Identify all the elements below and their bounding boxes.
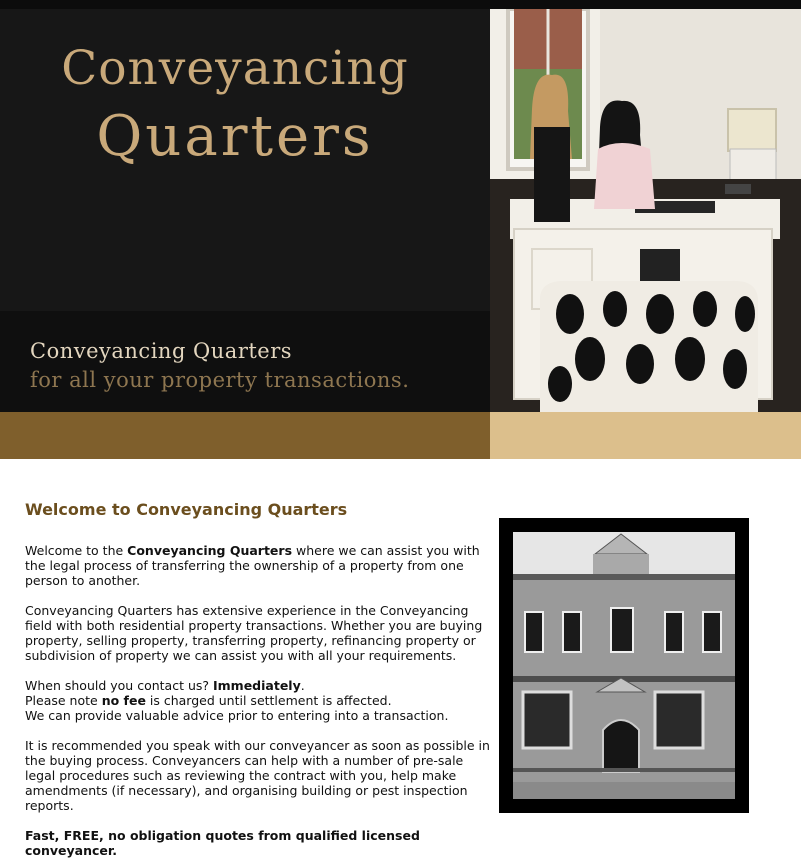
logo-line-1: Conveyancing: [61, 41, 409, 96]
site-logo[interactable]: [0, 39, 470, 175]
quote-callout: Fast, FREE, no obligation quotes from qualified licensed conveyancer.: [25, 828, 420, 858]
page-title: Welcome to Conveyancing Quarters: [25, 500, 348, 519]
main-content: [25, 500, 495, 864]
contact-answer-end: .: [300, 678, 305, 693]
experience-paragraph: Conveyancing Quarters has extensive experience in the Conveyancing field with both residential property transactions. Whether you are buying property, selling property, transferring property, refinancing property or subdivision of property we can assist you with all your requirements.: [25, 603, 483, 663]
contact-question: When should you contact us?: [25, 678, 213, 693]
fee-note-bold: no fee: [101, 693, 146, 708]
fee-note-end: is charged until settlement is affected.: [145, 693, 392, 708]
intro-company-name: Conveyancing Quarters: [127, 543, 293, 558]
tagline-box: [0, 311, 490, 412]
intro-text-end: where we can assist you with the legal process of transferring the ownership of a property from one person to another.: [25, 543, 480, 588]
tagline-line-2: for all your property transactions.: [30, 368, 410, 392]
contact-paragraph: [25, 678, 495, 723]
building-photo: [513, 532, 735, 799]
header-band-brown: [0, 412, 490, 459]
header-band-tan: [490, 412, 801, 459]
intro-text-start: Welcome to the: [25, 543, 128, 558]
recommend-paragraph: It is recommended you speak with our conveyancer as soon as possible in the buying process. Conveyancers can help with a number of pre-sale legal procedures such as reviewing the contract with you, help make amendments (if necessary), and organising building or pest inspection reports.: [25, 738, 490, 813]
tagline-line-1: Conveyancing Quarters: [30, 339, 293, 363]
top-bar: [0, 0, 801, 9]
fee-note-start: Please note: [25, 693, 102, 708]
office-photo: [490, 9, 801, 412]
contact-answer: Immediately: [213, 678, 301, 693]
header-banner: [0, 9, 490, 311]
logo-line-2: Quarters: [96, 104, 374, 169]
building-photo-frame: [499, 518, 749, 813]
advice-text: We can provide valuable advice prior to entering into a transaction.: [25, 708, 449, 723]
intro-paragraph: [25, 543, 495, 588]
